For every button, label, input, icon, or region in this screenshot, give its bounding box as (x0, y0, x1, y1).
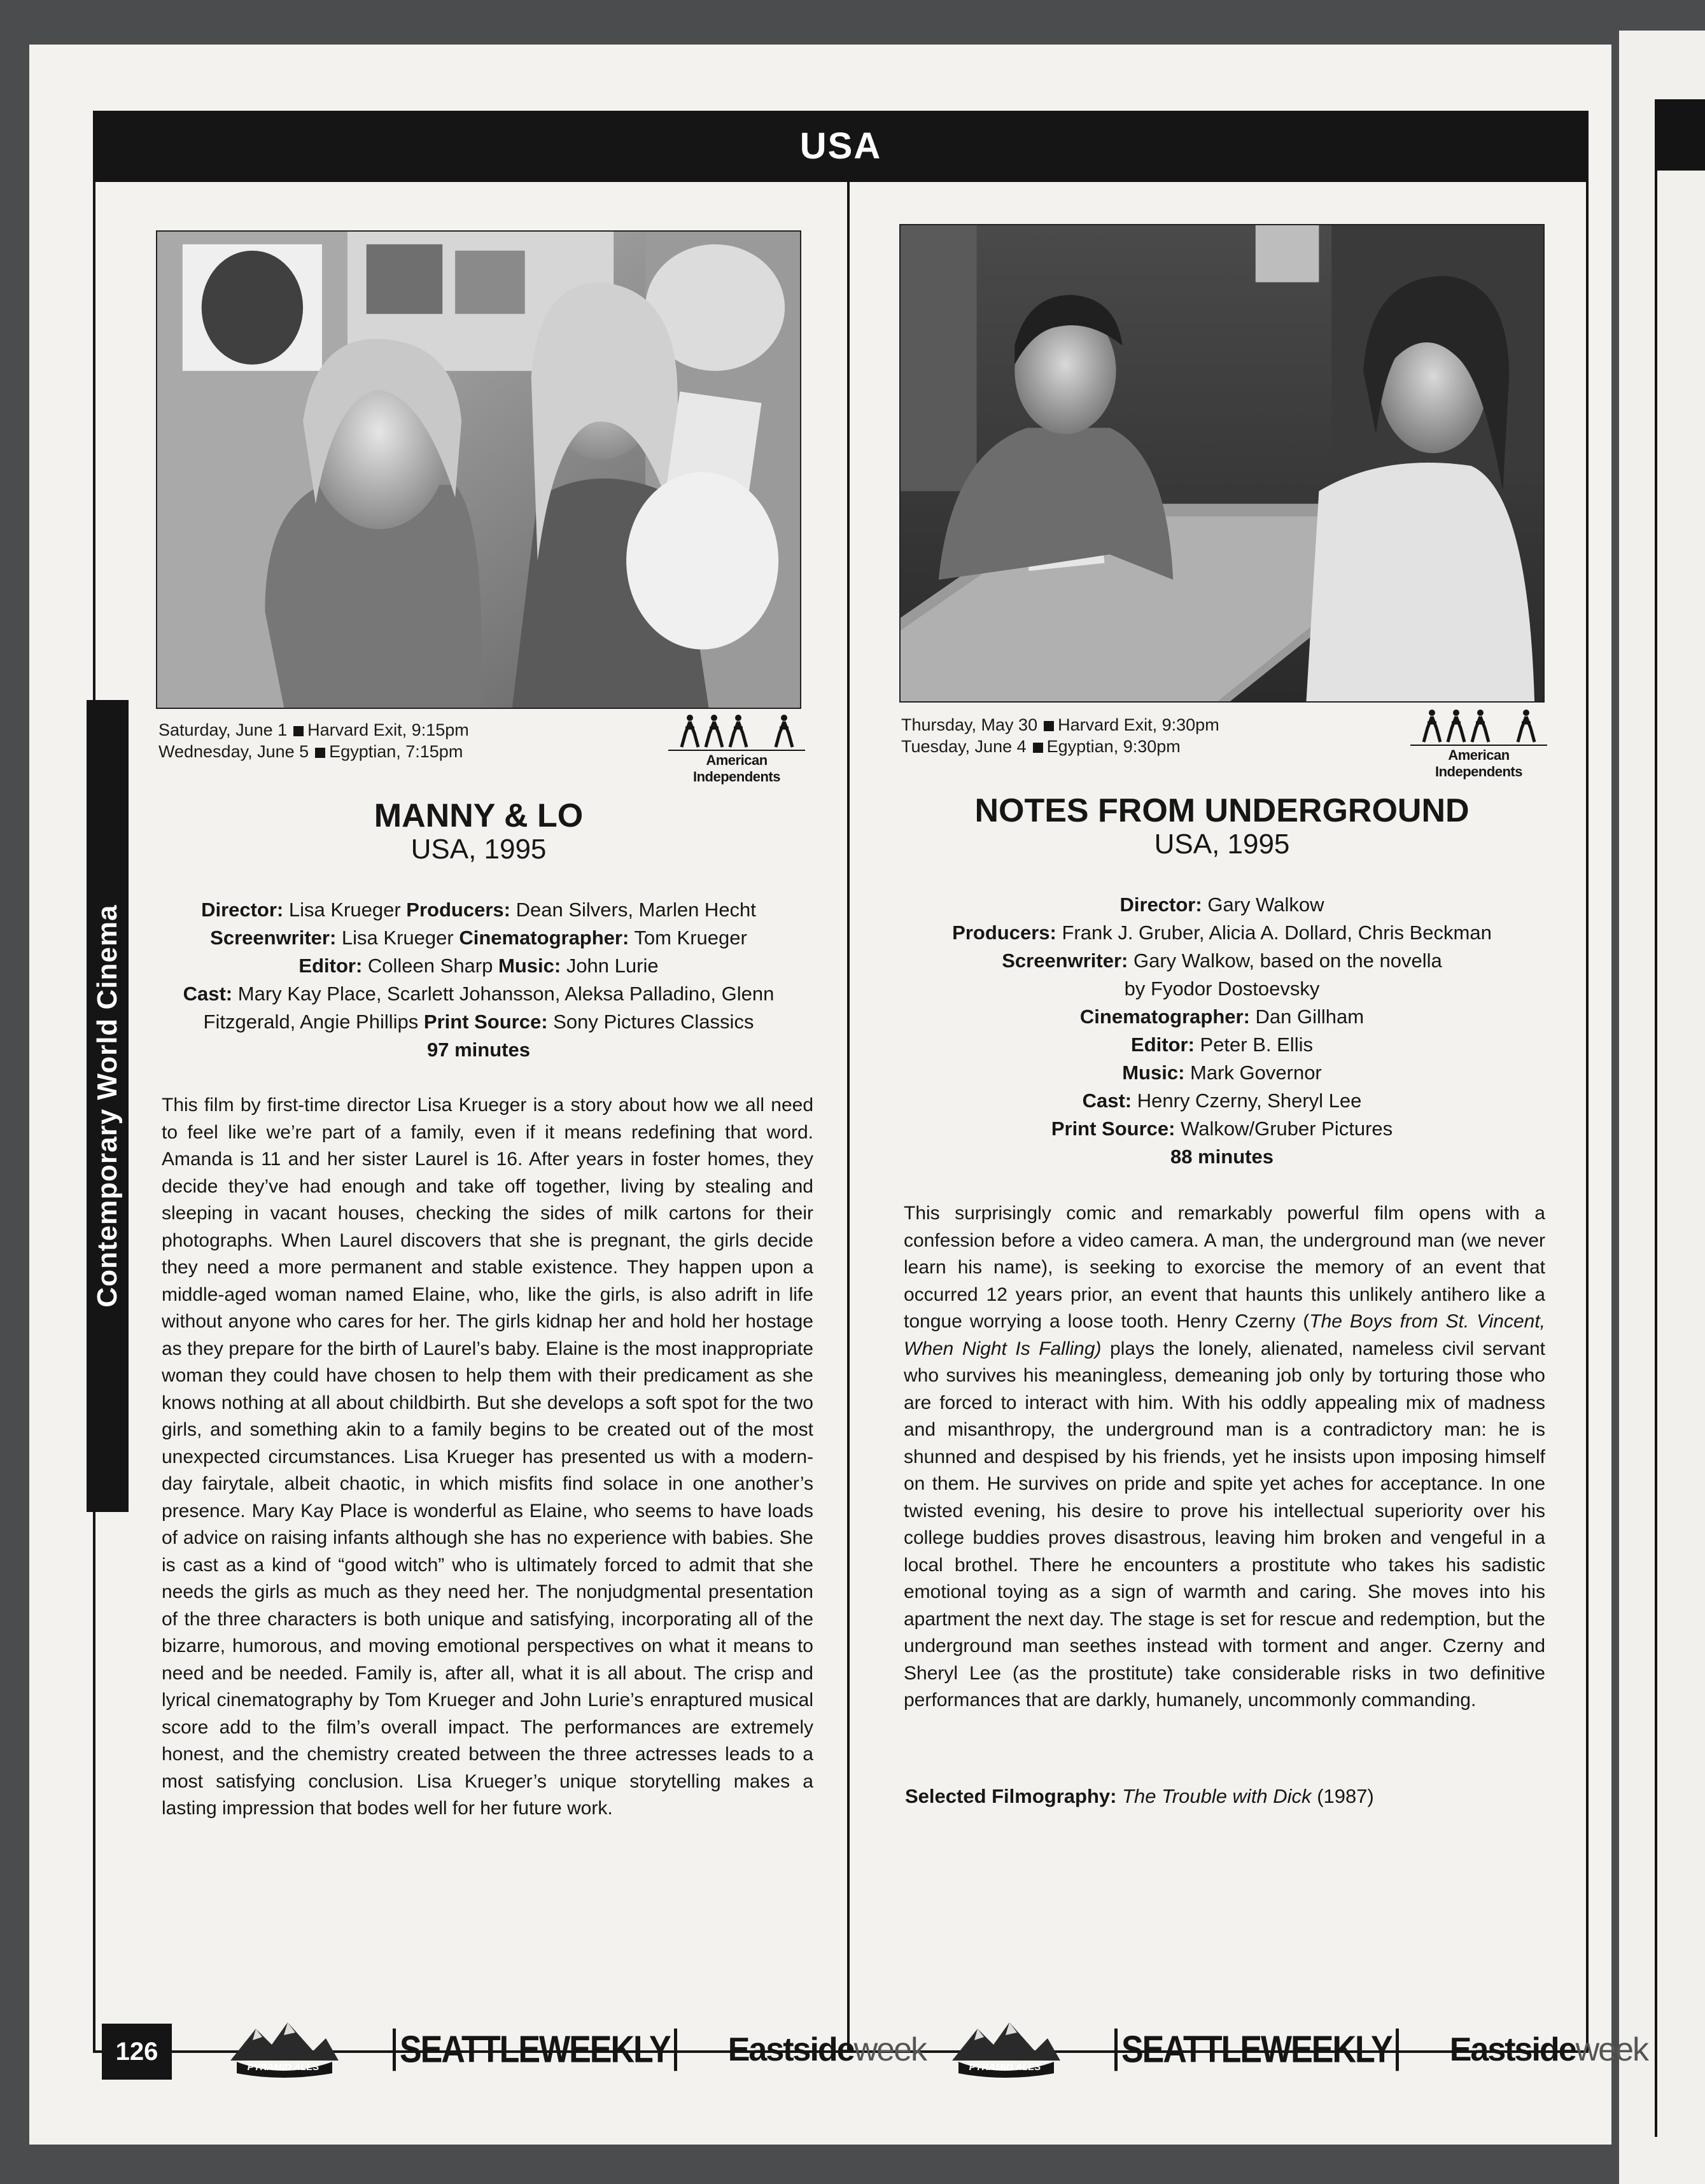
film-synopsis: This film by first-time director Lisa Krueger is a story about how we all need to feel like we’re part of a family, even if it means redefining that word. Amanda is 11 and her sister Laurel is 16. After years in foster homes, they decide they’ve had enough and take off together, living by stealing and sleeping in vacant houses, checking the sides of milk cartons for their photographs. When Laurel discovers that she is pregnant, the girls decide they need a more permanent and stable existence. They happen upon a middle-aged woman named Elaine, who, like the girls, is also adrift in life without anyone who cares for her. The girls kidnap her and hold her hostage as they prepare for the birth of Laurel’s baby. Elaine is the most inappropriate woman they could have chosen to help them with their predicament as she knows nothing at all about childbirth. But she develops a soft spot for the two girls, and something akin to a family begins to be created out of the most unexpected circumstances. Lisa Krueger has presented us with a modern-day fairytale, albeit chaotic, in which misfits find solace in one another’s presence. Mary Kay Place is wonderful as Elaine, who seems to have loads of advice on raising infants although she has no experience with babies. She is cast as a kind of “good witch” who is ultimately forced to admit that she needs the girls as much as they need her. The nonjudgmental presentation of the three characters is both unique and satisfying, incorporating all of the bizarre, humorous, and moving emotional perspectives on what it means to need and be needed. Family is, after all, what it is all about. The crisp and lyrical cinematography by Tom Krueger and John Lurie’s enraptured musical score add to the film’s overall impact. The performances are extremely honest, and the chemistry created between the three actresses leads to a most satisfying conclusion. Lisa Krueger’s unique storytelling makes a lasting impression that bodes well for her future work. (162, 1095, 813, 1819)
sidebar-label: Contemporary World Cinema (92, 904, 123, 1308)
page-number: 126 (102, 2024, 172, 2080)
film-title: NOTES FROM UNDERGROUND (974, 792, 1470, 829)
bullet-square-icon (293, 726, 304, 736)
american-independents-logo: American Independents (1410, 709, 1547, 770)
eastside-week-logo: Eastsideweek (1449, 2031, 1648, 2068)
seattle-weekly-logo: SEATTLEWEEKLY (1114, 2028, 1399, 2071)
film-synopsis: This surprisingly comic and remarkably powerful film opens with a confession before a video camera. A man, the underground man (we never learn his name), is seeking to exorcise the memory of an event that occurred 12 years prior, an event that haunts this unlikely antihero like a tongue worrying a loose tooth. Henry Czerny (The Boys from St. Vincent, When Night Is Falling) plays the lonely, alienated, nameless civil servant who survives his meaningless, demeaning job only by torturing those who are forced to interact with him. With his oddly appealing mix of madness and misanthropy, the underground man is a contradictory man: he is shunned and despised by his friends, yet he insists upon imposing himself on them. He survives on pride and spite yet aches for acceptance. In one twisted evening, his desire to prove his intellectual superiority over his college buddies proves disastrous, leaving him broken and vengeful in a local brothel. There he encounters a prostitute who takes his sadistic emotional toying as a sign of warmth and caring. She moves into his apartment the next day. The stage is set for rescue and redemption, but the underground man seethes instead with torment and anger. Czerny and Sheryl Lee (as the prostitute) take considerable risks in two definitive performances that are darkly, humanely, uncommonly commanding. (904, 1203, 1546, 1711)
film-still-manny-lo (156, 230, 801, 709)
walking-figures-icon (668, 714, 805, 748)
sponsor-logos-left (224, 2016, 926, 2083)
column-divider (847, 182, 850, 2053)
showtimes-manny-lo (158, 719, 469, 762)
showtimes-notes-from-underground (901, 714, 1219, 757)
showtime-row: Tuesday, June 4 Egyptian, 9:30pm (901, 737, 1181, 756)
pyramid-ales-logo: PYRAMID ALES (946, 2016, 1063, 2083)
film-country-year: USA, 1995 (410, 834, 547, 865)
showtime-row: Thursday, May 30 Harvard Exit, 9:30pm (901, 715, 1219, 734)
film-still-notes-from-underground (899, 224, 1545, 703)
facing-page-edge (1619, 31, 1705, 2184)
american-independents-logo: American Independents (668, 714, 805, 775)
pyramid-ales-logo: PYRAMID ALES (224, 2016, 342, 2083)
eastside-week-logo: Eastsideweek (727, 2031, 927, 2068)
bullet-square-icon (315, 748, 325, 758)
bullet-square-icon (1033, 743, 1043, 753)
film-credits: Director: Lisa Krueger Producers: Dean Silvers, Marlen Hecht Screenwriter: Lisa Krueger Cinematographer: Tom Krueger Editor: Colleen Sharp Music: John Lurie Cast: Mary Kay Place, Scarlett Johansson, Aleksa Palladino, Glenn Fitzgerald, Angie Phillips Print Source: Sony Pictures Classics 97 minutes (183, 899, 775, 1061)
section-header: USA (93, 111, 1589, 182)
bullet-square-icon (1044, 721, 1054, 731)
seattle-weekly-logo: SEATTLEWEEKLY (393, 2028, 677, 2071)
walking-figures-icon (1410, 709, 1547, 743)
showtime-row: Wednesday, June 5 Egyptian, 7:15pm (158, 742, 463, 761)
sponsor-logos-right (946, 2016, 1648, 2083)
film-country-year: USA, 1995 (1154, 829, 1290, 860)
selected-filmography: Selected Filmography: The Trouble with Dick (1987) (905, 1785, 1374, 1807)
film-credits: Director: Gary Walkow Producers: Frank J. Gruber, Alicia A. Dollard, Chris Beckman Screenwriter: Gary Walkow, based on the novella by Fyodor Dostoevsky Cinematographer: Dan Gillham Editor: Peter B. Ellis Music: Mark Governor Cast: Henry Czerny, Sheryl Lee Print Source: Walkow/Gruber Pictures 88 minutes (952, 893, 1492, 1168)
showtime-row: Saturday, June 1 Harvard Exit, 9:15pm (158, 720, 469, 739)
film-title: MANNY & LO (374, 797, 584, 834)
